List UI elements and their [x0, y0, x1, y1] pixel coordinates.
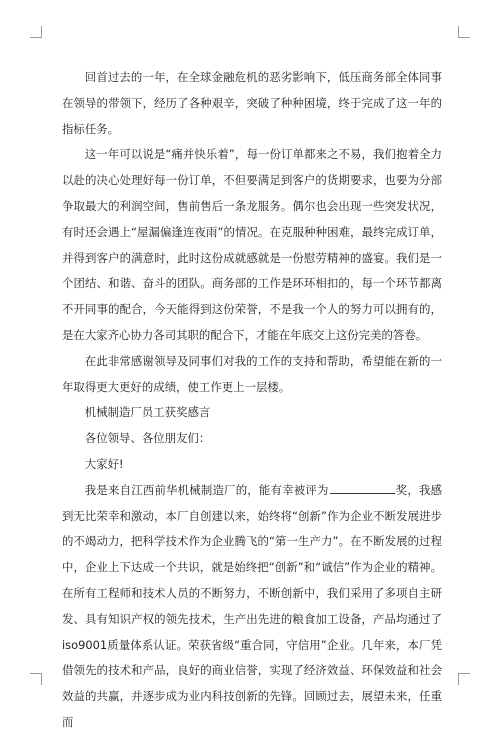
- paragraph-year-review: 这一年可以说是“痛并快乐着”，每一份订单都来之不易，我们抱着全力以赴的决心处理好每一份订单，不但要满足到客户的货期要求，也要为分部争取最大的利润空间，售前售后一条龙服务。偶尔也会出现一些突发状况，有时还会遇上“屋漏偏逢连夜雨”的情况。在克服种种困难，最终完成订单，并得到客户的满意时，此时这份成就感就是一份慰劳精神的盛宴。我们是一个团结、和谐、奋斗的团队。商务部的工作是环环相扣的，每一个环节都离不开同事的配合，今天能得到这份荣誉，不是我一个人的努力可以拥有的，是在大家齐心协力各司其职的配合下，才能在年底交上这份完美的答卷。: [62, 147, 442, 342]
- crop-mark-top-right: [458, 26, 470, 38]
- speech-salutation: 各位领导、各位朋友们：: [84, 431, 211, 446]
- paragraph-intro: 回首过去的一年，在全球金融危机的恶劣影响下，低压商务部全体同事在领导的带领下，经历了各种艰辛，突破了种种困境，终于完成了这一年的指标任务。: [62, 70, 442, 136]
- paragraph-thanks: 在此非常感谢领导及同事们对我的工作的支持和帮助，希望能在新的一年取得更大更好的成绩，使工作更上一层楼。: [62, 353, 442, 394]
- crop-mark-bottom-right: [458, 673, 470, 685]
- document-body: [62, 65, 442, 736]
- paragraph-speech-body: [62, 478, 442, 736]
- speech-body-after-blank: 奖，我感到无比荣幸和激动，本厂自创建以来，始终将“创新”作为企业不断发展进步的不竭动力，把科学技术作为企业腾飞的“第一生产力”。在不断发展的过程中，企业上下达成一个共识，就是始终把“创新”和“诚信”作为企业的精神。在所有工程师和技术人员的不断努力，不断创新中，我们采用了多项自主研发、具有知识产权的领先技术，生产出先进的粮食加工设备，产品均通过了iso9001质量体系认证。荣获省级“重合同，守信用”企业。几年来，本厂凭借领先的技术和产品，良好的商业信誉，实现了经济效益、环保效益和社会效益的共赢，并逐步成为业内科技创新的先锋。回顾过去，展望未来，任重而: [62, 482, 442, 729]
- crop-mark-top-left: [30, 26, 42, 38]
- award-name-blank: [330, 481, 395, 494]
- crop-mark-bottom-left: [30, 673, 42, 685]
- speech-title: 机械制造厂员工获奖感言: [84, 405, 211, 420]
- speech-greeting: 大家好!: [84, 456, 124, 471]
- speech-body-before-blank: 我是来自江西前华机械制造厂的，能有幸被评为: [84, 482, 329, 497]
